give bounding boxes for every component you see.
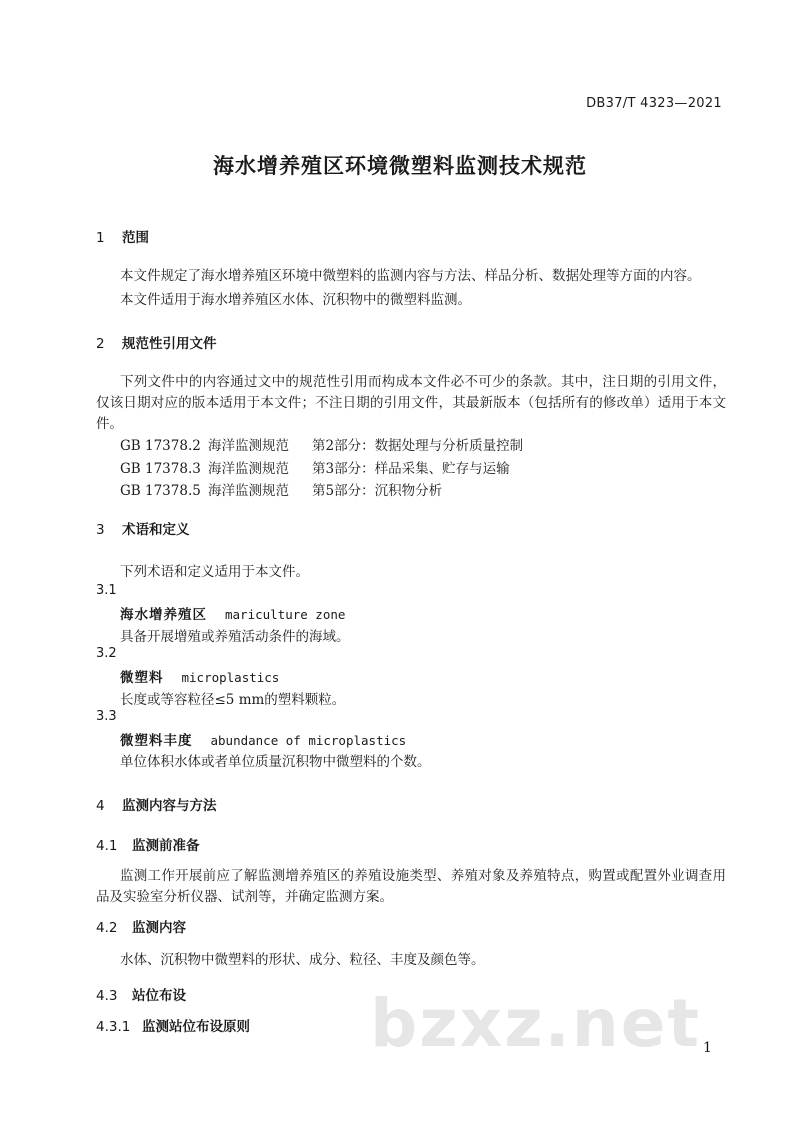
document-title: 海水增养殖区环境微塑料监测技术规范: [213, 154, 587, 178]
subsection-4-3-1-heading: [96, 1015, 250, 1035]
term-number: 3.2: [96, 646, 117, 661]
term-heading: [120, 729, 406, 749]
section-4-heading: [96, 794, 217, 814]
section-1-heading: [96, 226, 149, 246]
section-3-heading: [96, 518, 190, 538]
section-title: 监测内容: [132, 920, 186, 936]
reference-item: [120, 479, 442, 499]
standard-code: DB37/T 4323—2021: [586, 96, 722, 111]
reference-part: 第5部分：沉积物分析: [312, 483, 443, 499]
term-chinese: 海水增养殖区: [120, 607, 207, 623]
reference-series: 海洋监测规范: [208, 461, 289, 477]
normative-references-paragraph: 下列文件中的内容通过文中的规范性引用而构成本文件必不可少的条款。其中，注日期的引用文件，仅该日期对应的版本适用于本文件；不注日期的引用文件，其最新版本（包括所有的修改单）适用于本文件。: [96, 374, 726, 432]
page-number: 1: [703, 1040, 712, 1056]
scope-paragraph-2: 本文件适用于海水增养殖区水体、沉积物中的微塑料监测。: [120, 292, 471, 308]
term-english: mariculture zone: [225, 607, 346, 622]
term-chinese: 微塑料丰度: [120, 733, 193, 749]
term-heading: [120, 666, 279, 686]
reference-code: GB 17378.3: [120, 461, 201, 477]
section-number: 1: [96, 230, 105, 246]
term-heading: [120, 603, 345, 623]
reference-item: [120, 457, 510, 477]
section-title: 站位布设: [132, 988, 186, 1004]
watermark: bzxz.net: [370, 985, 702, 1062]
section-number: 4.2: [96, 920, 118, 936]
term-english: abundance of microplastics: [210, 733, 407, 748]
reference-code: GB 17378.5: [120, 483, 201, 499]
section-number: 3: [96, 522, 105, 538]
reference-series: 海洋监测规范: [208, 438, 289, 454]
section-number: 4: [96, 798, 105, 814]
scope-paragraph-1: 本文件规定了海水增养殖区环境中微塑料的监测内容与方法、样品分析、数据处理等方面的内容。: [120, 268, 701, 284]
section-title: 监测站位布设原则: [142, 1019, 250, 1035]
term-definition: 长度或等容粒径≤5 mm的塑料颗粒。: [120, 692, 346, 708]
reference-code: GB 17378.2: [120, 438, 201, 454]
section-title: 监测前准备: [132, 838, 200, 854]
subsection-4-1-heading: [96, 834, 200, 854]
reference-part: 第3部分：样品采集、贮存与运输: [312, 461, 510, 477]
term-chinese: 微塑料: [120, 670, 164, 686]
section-number: 4.3: [96, 988, 118, 1004]
subsection-4-2-heading: [96, 916, 186, 936]
section-title: 监测内容与方法: [122, 798, 217, 814]
preparation-paragraph: 监测工作开展前应了解监测增养殖区的养殖设施类型、养殖对象及养殖特点，购置或配置外业调查用品及实验室分析仪器、试剂等，并确定监测方案。: [96, 868, 726, 905]
subsection-4-3-heading: [96, 984, 186, 1004]
section-title: 范围: [122, 230, 149, 246]
terms-intro: 下列术语和定义适用于本文件。: [120, 564, 309, 580]
section-2-heading: [96, 332, 217, 352]
term-definition: 单位体积水体或者单位质量沉积物中微塑料的个数。: [120, 754, 431, 770]
term-number: 3.1: [96, 583, 117, 598]
term-english: microplastics: [181, 670, 280, 685]
section-number: 4.3.1: [96, 1019, 131, 1035]
term-number: 3.3: [96, 709, 117, 724]
reference-item: [120, 434, 523, 454]
section-title: 术语和定义: [122, 522, 190, 538]
reference-series: 海洋监测规范: [208, 483, 289, 499]
reference-part: 第2部分：数据处理与分析质量控制: [312, 438, 524, 454]
monitoring-content-paragraph: 水体、沉积物中微塑料的形状、成分、粒径、丰度及颜色等。: [120, 952, 485, 968]
term-definition: 具备开展增殖或养殖活动条件的海域。: [120, 629, 350, 645]
section-number: 4.1: [96, 838, 118, 854]
section-title: 规范性引用文件: [122, 336, 217, 352]
section-number: 2: [96, 336, 105, 352]
